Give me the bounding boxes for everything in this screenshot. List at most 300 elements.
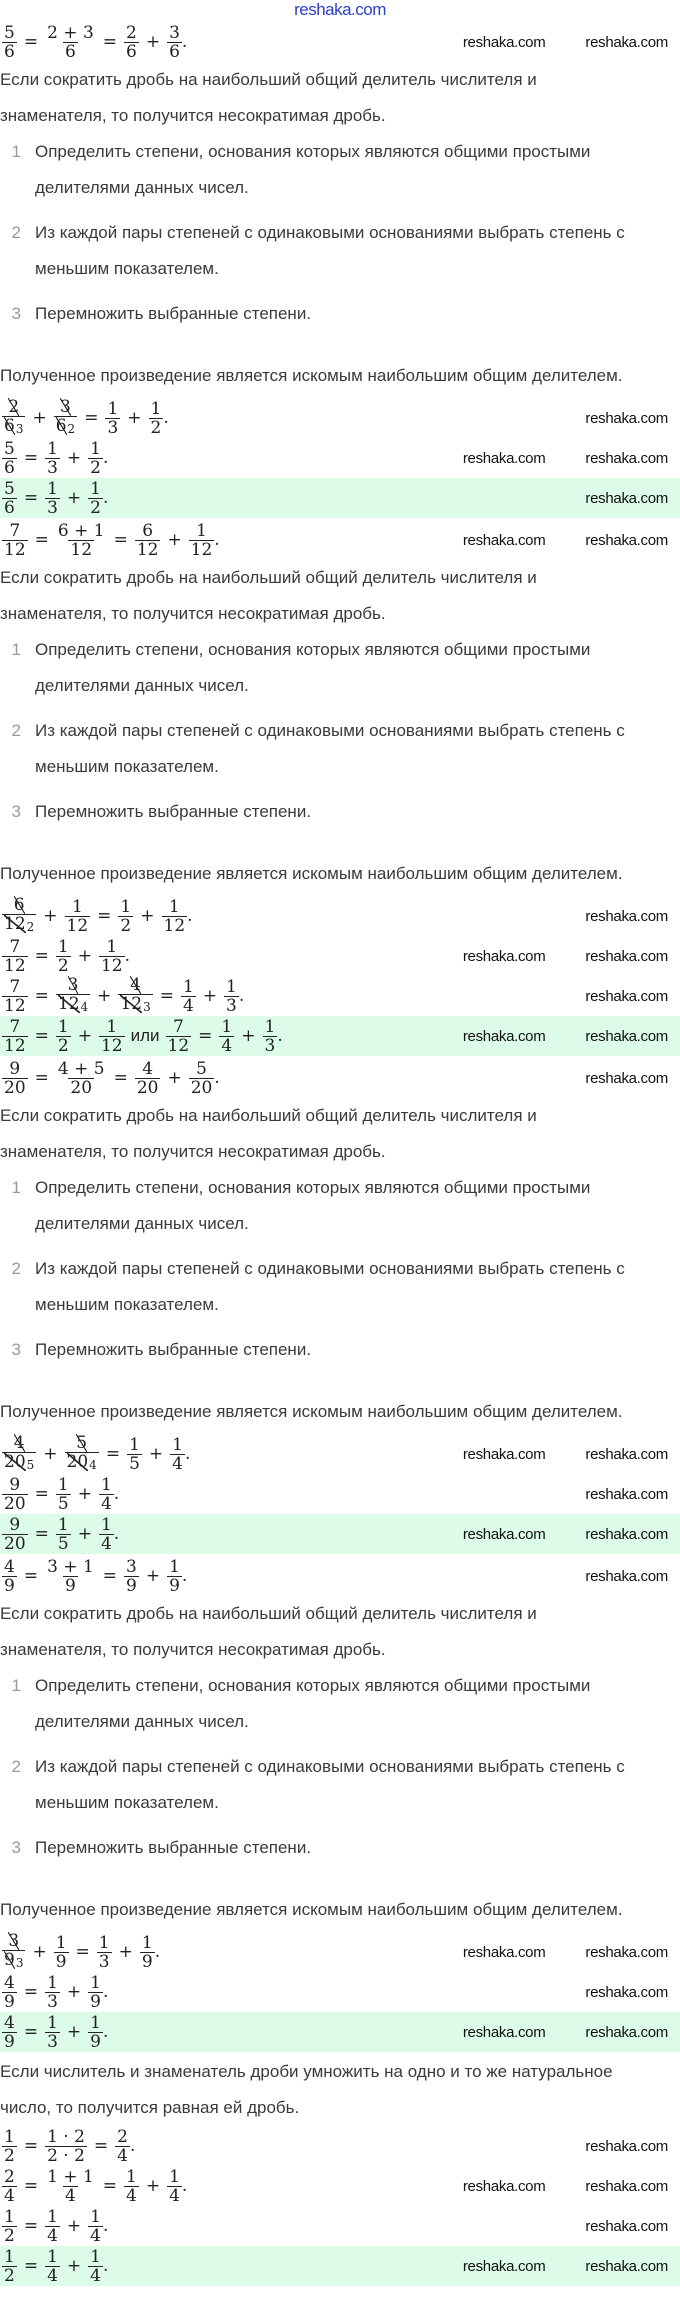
- denominator: [105, 418, 120, 437]
- punctuation: .: [214, 530, 220, 550]
- numerator-value: 1: [106, 936, 118, 957]
- gcd-step: [0, 1830, 680, 1866]
- numerator: [7, 938, 22, 956]
- watermark: reshaka.com: [462, 531, 546, 549]
- denominator-value: 9: [4, 1575, 15, 1596]
- denominator: [162, 916, 188, 935]
- numerator: [128, 976, 143, 994]
- denominator-value: 4: [100, 1493, 112, 1514]
- numerator-value: 1: [90, 2246, 101, 2267]
- numerator-value: 3: [126, 1556, 137, 1577]
- denominator-value: 9: [4, 2031, 15, 2052]
- numerator: [45, 2014, 60, 2032]
- denominator-value: 4: [221, 1035, 233, 1056]
- denominator-value: 3: [47, 497, 58, 518]
- denominator-value: 6: [55, 416, 67, 436]
- step-number: 3: [11, 304, 21, 323]
- denominator-value: 9: [141, 1951, 153, 1972]
- denominator-value: 20: [4, 1452, 26, 1472]
- denominator: [45, 2146, 87, 2165]
- equation: [0, 1058, 680, 1098]
- numerator-value: 1: [90, 478, 101, 499]
- punctuation: .: [277, 1026, 283, 1046]
- numerator: [7, 522, 22, 540]
- numerator: [167, 898, 182, 916]
- conclusion-text: Полученное произведение является искомым наибольшим общим делителем.: [0, 366, 623, 385]
- numerator: [45, 2248, 60, 2266]
- numerator: [115, 2128, 130, 2146]
- denominator-value: 9: [65, 1575, 76, 1596]
- punctuation: .: [102, 2216, 109, 2236]
- numerator: [45, 2168, 96, 2186]
- fraction: [189, 522, 215, 559]
- punctuation: .: [130, 2136, 136, 2156]
- denominator: [170, 1454, 185, 1473]
- denominator-value: 9: [4, 1950, 15, 1970]
- watermark: reshaka.com: [462, 33, 546, 51]
- rule-text: Если сократить дробь на наибольший общий делитель числителя и: [0, 70, 537, 89]
- numerator-value: 1: [107, 398, 119, 419]
- punctuation: .: [102, 488, 109, 508]
- numerator-value: 1: [168, 896, 180, 917]
- denominator-value: 2: [90, 457, 101, 478]
- numerator: [2, 440, 17, 458]
- denominator: [167, 1576, 182, 1595]
- fraction: [2, 978, 28, 1015]
- equation: [0, 1932, 680, 1972]
- denominator: [2, 42, 17, 61]
- fraction: [2, 2014, 17, 2051]
- reduction-factor: 3: [15, 1956, 24, 1970]
- equation: [0, 22, 680, 62]
- rule-text: знаменателя, то получится несократимая дробь.: [0, 106, 386, 125]
- denominator: [2, 2266, 17, 2285]
- reduction-factor: 3: [143, 1000, 151, 1014]
- fraction: [2, 2168, 17, 2205]
- punctuation: .: [181, 32, 188, 52]
- denominator: [63, 1576, 78, 1595]
- numerator: [56, 522, 107, 540]
- denominator: [127, 1454, 142, 1473]
- numerator-value: 1: [100, 1514, 112, 1535]
- operator: =: [34, 530, 49, 550]
- operator: +: [32, 1942, 47, 1962]
- operator: +: [97, 986, 112, 1006]
- gcd-step: [0, 713, 680, 785]
- fraction: [167, 24, 182, 61]
- fraction: [263, 1018, 278, 1055]
- numerator-value: 4: [4, 2012, 15, 2033]
- numerator: [88, 2248, 103, 2266]
- fraction: [54, 1934, 69, 1971]
- reduction-factor: 2: [67, 422, 76, 436]
- fraction: [2, 24, 17, 61]
- denominator-value: 12: [100, 955, 123, 976]
- fraction: [135, 1060, 161, 1097]
- denominator-value: 3: [264, 1035, 276, 1056]
- step-text: Перемножить выбранные степени.: [35, 304, 312, 323]
- solution-section: [0, 1058, 680, 1554]
- operator: =: [198, 1026, 213, 1046]
- numerator: [12, 1434, 27, 1452]
- numerator-value: 5: [4, 22, 15, 43]
- denominator-value: 3: [47, 1991, 58, 2012]
- fraction: [2, 896, 36, 936]
- operator: +: [66, 2216, 82, 2236]
- fraction: [45, 2128, 87, 2165]
- operator: =: [34, 1026, 49, 1046]
- step-number: 1: [11, 1178, 21, 1197]
- fraction: [65, 898, 91, 935]
- fraction: [88, 440, 103, 477]
- watermark: reshaka.com: [462, 1027, 546, 1045]
- operator: +: [145, 2176, 161, 2196]
- solution-section: [0, 22, 680, 518]
- fraction: [124, 2168, 139, 2205]
- denominator: [118, 994, 152, 1016]
- denominator-value: 20: [66, 1452, 89, 1472]
- gcd-steps-list: [0, 134, 680, 332]
- numerator-value: 9: [9, 1514, 21, 1535]
- connector-word: или: [130, 1026, 160, 1045]
- denominator: [99, 1494, 114, 1513]
- fraction: [99, 1516, 114, 1553]
- numerator: [58, 398, 73, 416]
- denominator: [167, 2186, 182, 2205]
- denominator-value: 5: [129, 1453, 140, 1474]
- watermark: reshaka.com: [585, 2217, 668, 2235]
- numerator-value: 1: [169, 1556, 180, 1577]
- denominator: [2, 1992, 17, 2011]
- gcd-step: [0, 794, 680, 830]
- rule-text: Если сократить дробь на наибольший общий делитель числителя и: [0, 568, 537, 587]
- numerator: [127, 1436, 142, 1454]
- numerator: [88, 2014, 103, 2032]
- operator: +: [202, 986, 218, 1006]
- watermark: reshaka.com: [585, 2137, 668, 2155]
- operator: +: [127, 408, 142, 428]
- denominator-value: 4: [169, 2185, 180, 2206]
- denominator: [224, 996, 239, 1015]
- numerator: [7, 1060, 22, 1078]
- numerator-value: 1: [57, 1514, 69, 1535]
- operator: =: [102, 32, 118, 52]
- numerator-value: 3 + 1: [47, 1556, 94, 1577]
- fraction: [124, 24, 139, 61]
- fraction: [88, 2014, 103, 2051]
- numerator-value: 7: [9, 936, 21, 957]
- denominator-value: 12: [66, 915, 89, 936]
- equation: [0, 936, 680, 976]
- operator: =: [102, 1566, 118, 1586]
- numerator-value: 4: [142, 1058, 154, 1079]
- denominator-value: 2: [57, 1035, 69, 1056]
- fraction: [88, 2248, 103, 2285]
- denominator-value: 3: [47, 2031, 58, 2052]
- numerator: [56, 1018, 71, 1036]
- numerator: [7, 1516, 22, 1534]
- denominator-value: 12: [4, 995, 26, 1016]
- denominator: [99, 956, 125, 975]
- numerator-value: 1: [150, 398, 162, 419]
- rule-text: знаменателя, то получится несократимая дробь.: [0, 604, 386, 623]
- fraction: [56, 522, 107, 559]
- reduction-factor: 2: [26, 920, 35, 934]
- numerator: [74, 1434, 89, 1452]
- solution-section: [0, 1556, 680, 2052]
- denominator-value: 4: [47, 2265, 58, 2286]
- watermark: reshaka.com: [462, 1525, 546, 1543]
- numerator: [2, 1974, 17, 1992]
- numerator-value: 1: [57, 936, 69, 957]
- rule-text: число, то получится равная ей дробь.: [0, 2098, 300, 2117]
- numerator: [45, 1558, 96, 1576]
- fraction: [105, 400, 120, 437]
- operator: =: [113, 1068, 128, 1088]
- step-text: Из каждой пары степеней с одинаковыми основаниями выбрать степень с меньшим показателем.: [35, 223, 625, 278]
- numerator: [167, 2168, 182, 2186]
- watermark: reshaka.com: [585, 2177, 668, 2195]
- conclusion-text: Полученное произведение является искомым наибольшим общим делителем.: [0, 1402, 623, 1421]
- operator: +: [66, 2022, 82, 2042]
- gcd-steps-list: [0, 632, 680, 830]
- numerator-value: 6: [142, 520, 154, 541]
- numerator-value: 7: [9, 976, 21, 997]
- denominator: [45, 2266, 60, 2285]
- denominator: [124, 2186, 139, 2205]
- operator: =: [23, 1566, 39, 1586]
- numerator: [56, 1516, 71, 1534]
- numerator-value: 1 + 1: [47, 2166, 94, 2187]
- denominator: [65, 1452, 99, 1474]
- numerator: [2, 2014, 17, 2032]
- numerator: [45, 2208, 60, 2226]
- numerator-value: 1: [47, 1972, 58, 1993]
- numerator-value: 1: [4, 2126, 15, 2147]
- numerator-value: 3: [169, 22, 180, 43]
- numerator-value: 1: [47, 2206, 58, 2227]
- equation: [0, 2206, 680, 2246]
- numerator: [88, 2208, 103, 2226]
- fraction: [118, 976, 152, 1016]
- denominator: [124, 42, 139, 61]
- denominator: [45, 498, 60, 517]
- numerator-value: 4: [130, 975, 141, 995]
- equation: [0, 438, 680, 478]
- numerator: [124, 1558, 139, 1576]
- watermark: reshaka.com: [585, 1983, 668, 2001]
- numerator-value: 3: [8, 1931, 20, 1951]
- denominator-value: 12: [190, 539, 213, 560]
- fraction: [2, 938, 28, 975]
- equation: [0, 398, 680, 438]
- denominator-value: 2: [4, 2145, 15, 2166]
- numerator-value: 6 + 1: [57, 520, 105, 541]
- denominator-value: 4: [4, 2185, 15, 2206]
- numerator: [7, 978, 22, 996]
- numerator-value: 1: [226, 976, 237, 997]
- watermark: reshaka.com: [585, 409, 668, 427]
- denominator-value: 12: [4, 955, 26, 976]
- punctuation: .: [163, 408, 169, 428]
- numerator-value: 7: [172, 1016, 184, 1037]
- reduction-factor: 3: [15, 422, 24, 436]
- step-text: Перемножить выбранные степени.: [35, 802, 312, 821]
- fraction: [2, 1434, 36, 1474]
- numerator-value: 7: [9, 520, 21, 541]
- numerator-value: 4: [13, 1433, 25, 1453]
- numerator-value: 3: [60, 397, 71, 417]
- denominator: [167, 42, 182, 61]
- fraction: [2, 2208, 17, 2245]
- reduction-factor: 4: [89, 1458, 97, 1472]
- numerator: [149, 400, 164, 418]
- numerator-value: 2: [4, 2166, 15, 2187]
- step-number: 3: [11, 1340, 21, 1359]
- numerator: [181, 978, 196, 996]
- numerator-value: 1: [4, 2246, 15, 2267]
- numerator: [194, 522, 209, 540]
- operator: +: [140, 906, 155, 926]
- denominator-value: 6: [65, 41, 76, 62]
- step-number: 2: [11, 721, 21, 740]
- fraction: [88, 2208, 103, 2245]
- fraction: [189, 1060, 215, 1097]
- fraction: [45, 1558, 96, 1595]
- equation: [0, 976, 680, 1016]
- numerator-value: 1: [126, 2166, 137, 2187]
- denominator-value: 3: [107, 417, 119, 438]
- denominator-value: 5: [57, 1533, 69, 1554]
- denominator-value: 12: [4, 1035, 26, 1056]
- denominator-value: 2: [4, 2265, 15, 2286]
- numerator: [45, 24, 96, 42]
- numerator: [6, 398, 21, 416]
- numerator-value: 1: [57, 1016, 69, 1037]
- step-number: 1: [11, 640, 21, 659]
- fraction: [99, 1476, 114, 1513]
- numerator: [219, 1018, 234, 1036]
- numerator-value: 6: [13, 895, 25, 915]
- denominator-value: 2: [90, 497, 101, 518]
- numerator: [45, 1974, 60, 1992]
- numerator: [171, 1018, 186, 1036]
- numerator: [167, 1558, 182, 1576]
- watermark: reshaka.com: [585, 987, 668, 1005]
- denominator-value: 6: [169, 41, 180, 62]
- numerator-value: 1: [47, 2246, 58, 2267]
- numerator-value: 1: [90, 1972, 101, 1993]
- fraction: [124, 1558, 139, 1595]
- watermark: reshaka.com: [462, 947, 546, 965]
- denominator-value: 12: [136, 539, 159, 560]
- numerator-value: 4 + 5: [57, 1058, 105, 1079]
- step-text: Из каждой пары степеней с одинаковыми основаниями выбрать степень с меньшим показателем.: [35, 721, 625, 776]
- step-text: Из каждой пары степеней с одинаковыми основаниями выбрать степень с меньшим показателем.: [35, 1757, 625, 1812]
- gcd-step: [0, 1251, 680, 1323]
- operator: =: [84, 408, 99, 428]
- operator: =: [23, 32, 39, 52]
- punctuation: .: [154, 1942, 161, 1962]
- numerator-value: 1: [196, 520, 207, 541]
- numerator-value: 1: [71, 896, 83, 917]
- watermark: reshaka.com: [462, 1445, 546, 1463]
- operator: +: [167, 1068, 182, 1088]
- numerator-value: 1: [90, 2012, 101, 2033]
- denominator: [2, 1494, 28, 1513]
- denominator-value: 4: [126, 2185, 137, 2206]
- denominator-value: 2: [4, 2225, 15, 2246]
- numerator-value: 1: [264, 1016, 276, 1037]
- step-number: 2: [11, 1259, 21, 1278]
- denominator: [2, 914, 36, 936]
- numerator: [2, 2168, 17, 2186]
- denominator: [88, 2032, 103, 2051]
- denominator-value: 6: [126, 41, 137, 62]
- numerator-value: 1: [47, 2012, 58, 2033]
- denominator: [115, 2146, 130, 2165]
- operator: =: [34, 986, 49, 1006]
- punctuation: .: [184, 1444, 191, 1464]
- denominator: [68, 540, 94, 559]
- denominator-value: 5: [57, 1493, 69, 1514]
- fraction: [2, 1558, 17, 1595]
- operator: =: [34, 946, 49, 966]
- fraction: [2, 1516, 28, 1553]
- numerator-value: 1 · 2: [47, 2126, 85, 2147]
- denominator-value: 20: [190, 1077, 213, 1098]
- operator: +: [77, 946, 92, 966]
- operator: +: [43, 1444, 58, 1464]
- denominator: [2, 458, 17, 477]
- watermark: reshaka.com: [585, 2257, 668, 2275]
- denominator-value: 9: [90, 2031, 101, 2052]
- denominator-value: 3: [47, 457, 58, 478]
- numerator-value: 5: [4, 438, 15, 459]
- operator: =: [97, 906, 112, 926]
- operator: =: [75, 1942, 90, 1962]
- site-logo[interactable]: reshaka.com: [294, 0, 386, 19]
- punctuation: .: [102, 2256, 109, 2276]
- rule-text: Если сократить дробь на наибольший общий делитель числителя и: [0, 1604, 537, 1623]
- operator: =: [23, 2136, 39, 2156]
- denominator: [63, 42, 78, 61]
- fraction: [88, 1974, 103, 2011]
- fraction: [88, 480, 103, 517]
- numerator-value: 1: [90, 438, 101, 459]
- fraction: [162, 898, 188, 935]
- denominator-value: 3: [226, 995, 237, 1016]
- denominator-value: 6: [4, 416, 15, 436]
- numerator-value: 5: [4, 478, 15, 499]
- operator: =: [23, 2176, 39, 2196]
- fraction: [56, 938, 71, 975]
- watermark: reshaka.com: [585, 33, 668, 51]
- numerator-value: 9: [9, 1474, 21, 1495]
- denominator: [65, 916, 91, 935]
- denominator-value: 4: [172, 1453, 183, 1474]
- denominator: [263, 1036, 278, 1055]
- denominator-value: 12: [100, 1035, 123, 1056]
- denominator-value: 12: [4, 914, 26, 934]
- operator: +: [167, 530, 182, 550]
- numerator: [263, 1018, 278, 1036]
- numerator-value: 1: [90, 2206, 101, 2227]
- equation: [0, 1972, 680, 2012]
- numerator-value: 5: [76, 1433, 88, 1453]
- fraction: [2, 480, 17, 517]
- punctuation: .: [214, 1068, 220, 1088]
